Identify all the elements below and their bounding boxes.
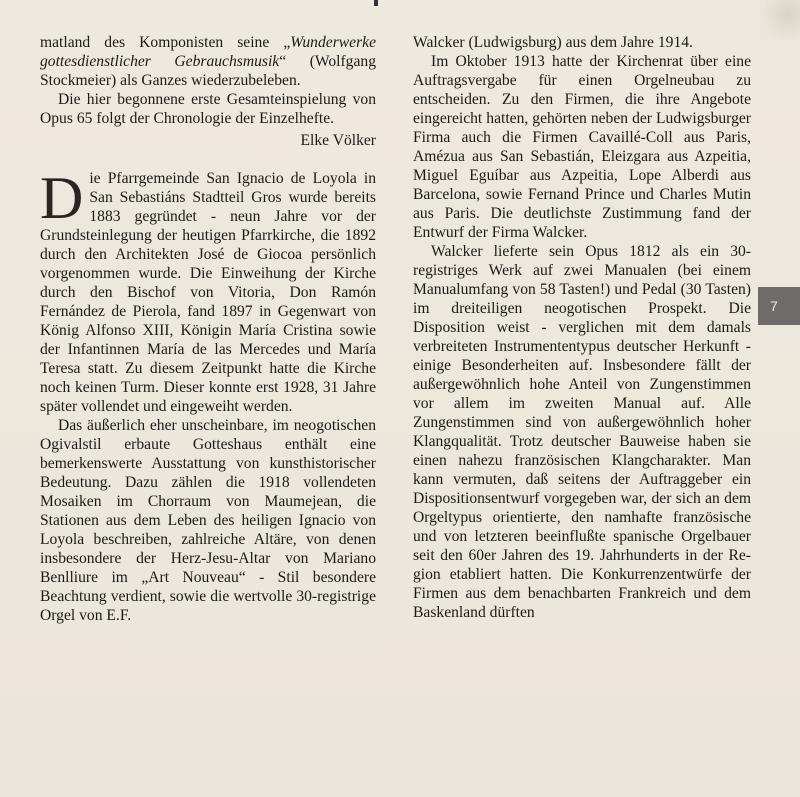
left-column [40, 33, 376, 625]
corner-watermark [760, 0, 800, 40]
page-top-mark [374, 0, 378, 6]
section-spacer [40, 150, 376, 169]
disposition-paragraph: Walcker lieferte sein Opus 1812 als ein 30-registriges Werk auf zwei Manualen (bei einem Manualumfang von 58 Tasten!) und Pedal (30 Tasten) im dreiteiligen neogotischen Prospekt. Die Disposition weist - verglichen mit dem damals verbreiteten Instrumententypus deutscher Herkunft - einige Besonderheiten auf. Insbesondere fällt der außergewöhnlich hohe Anteil von Zungenstimmen vor allem im zweiten Manual auf. Alle Zungenstimmen sind von außergewöhnlich hoher Klangqualität. Trotz deutscher Bauweise haben sie einen nahezu französischen Klangcharakter. Man kann vermuten, daß seitens der Auftraggeber ein Dispositionsentwurf vorgegeben war, der sich an dem Orgeltypus orientierte, den namhafte französische und von letzteren beeinflußte spanische Orgelbauer seit den 60er Jahren des 19. Jahrhunderts in der Region etabliert hatten. Die Konkurrenzentwürfe der Firmen aus dem benachbarten Frankreich und dem Baskenland dürften [413, 243, 751, 621]
right-column [413, 33, 751, 622]
church-history-paragraph: Die Pfarrgemeinde San Ignacio de Loyola in San Sebastiáns Stadtteil Gros wurde bereits 1883 gegründet - neun Jahre vor der Grundsteinlegung der heutigen Pfarrkirche, die 1892 durch den Architekten José de Giocoa persönlich vorgenommen wurde. Die Einweihung der Kirche durch den Bischof von Vitoria, Don Ramón Fernández de Pierola, fand 1897 in Gegenwart von König Alfonso XIII, Königin María Cristina sowie der Infantinnen María de las Mercedes und María Teresa statt. Zu diesem Zeitpunkt hatte die Kirche noch keinen Turm. Dieser konnte erst 1928, 31 Jahre später vollendet und eingeweiht werden. [40, 165, 376, 415]
intro-paragraph: matland des Komponisten seine „Wunderwerke gottesdienstlicher Gebrauchsmusik“ (Wolfgang Stockmeier) als Ganzes wiederzubeleben. [40, 34, 376, 89]
tender-paragraph: Im Oktober 1913 hatte der Kirchenrat über eine Auftragsvergabe für einen Orgelneubau zu entscheiden. Zu den Firmen, die ihre Angebote eingereicht hatten, gehörten neben der Ludwigsburger Firma auch die Firmen Cavaillé-Coll aus Paris, Amézua aus San Sebastián, Eleizgara aus Azpeitia, Miguel Eguíbar aus Azpeitia, Lope Alberdi aus Barcelona, sowie Fernand Prince und Charles Mutin aus Paris. Die deutlichste Zustimmung fand der Entwurf der Firma Walcker. [413, 53, 751, 241]
recording-paragraph: Die hier begonnene erste Gesamteinspielung von Opus 65 folgt der Chronologie der Einzelhefte. [40, 91, 376, 127]
author-signature: Elke Völker [300, 132, 376, 149]
organ-builder-line: Walcker (Ludwigsburg) aus dem Jahre 1914. [413, 34, 693, 51]
page-number: 7 [770, 298, 778, 314]
church-interior-paragraph: Das äußerlich eher unscheinbare, im neogotischen Ogivalstil erbaute Gotteshaus enthält eine bemerkenswerte Ausstattung von kunsthistorischer Bedeutung. Dazu zählen die 1918 vollendeten Mosaiken im Chorraum von Maumejean, die Stationen aus dem Leben des heiligen Ignacio von Loyola beschreiben, zahlreiche Altäre, von denen insbesondere der Herz-Jesu-Altar von Mariano Benlliure im „Art Nouveau“ - Stil besondere Beachtung verdient, sowie die wertvolle 30-registrige Orgel von E.F. [40, 417, 376, 624]
intro-italic-title: Wunderwerke gottesdienstlicher Gebrauchsmusik [40, 34, 376, 70]
page-number-tab [758, 287, 800, 325]
drop-cap: D [40, 165, 84, 231]
